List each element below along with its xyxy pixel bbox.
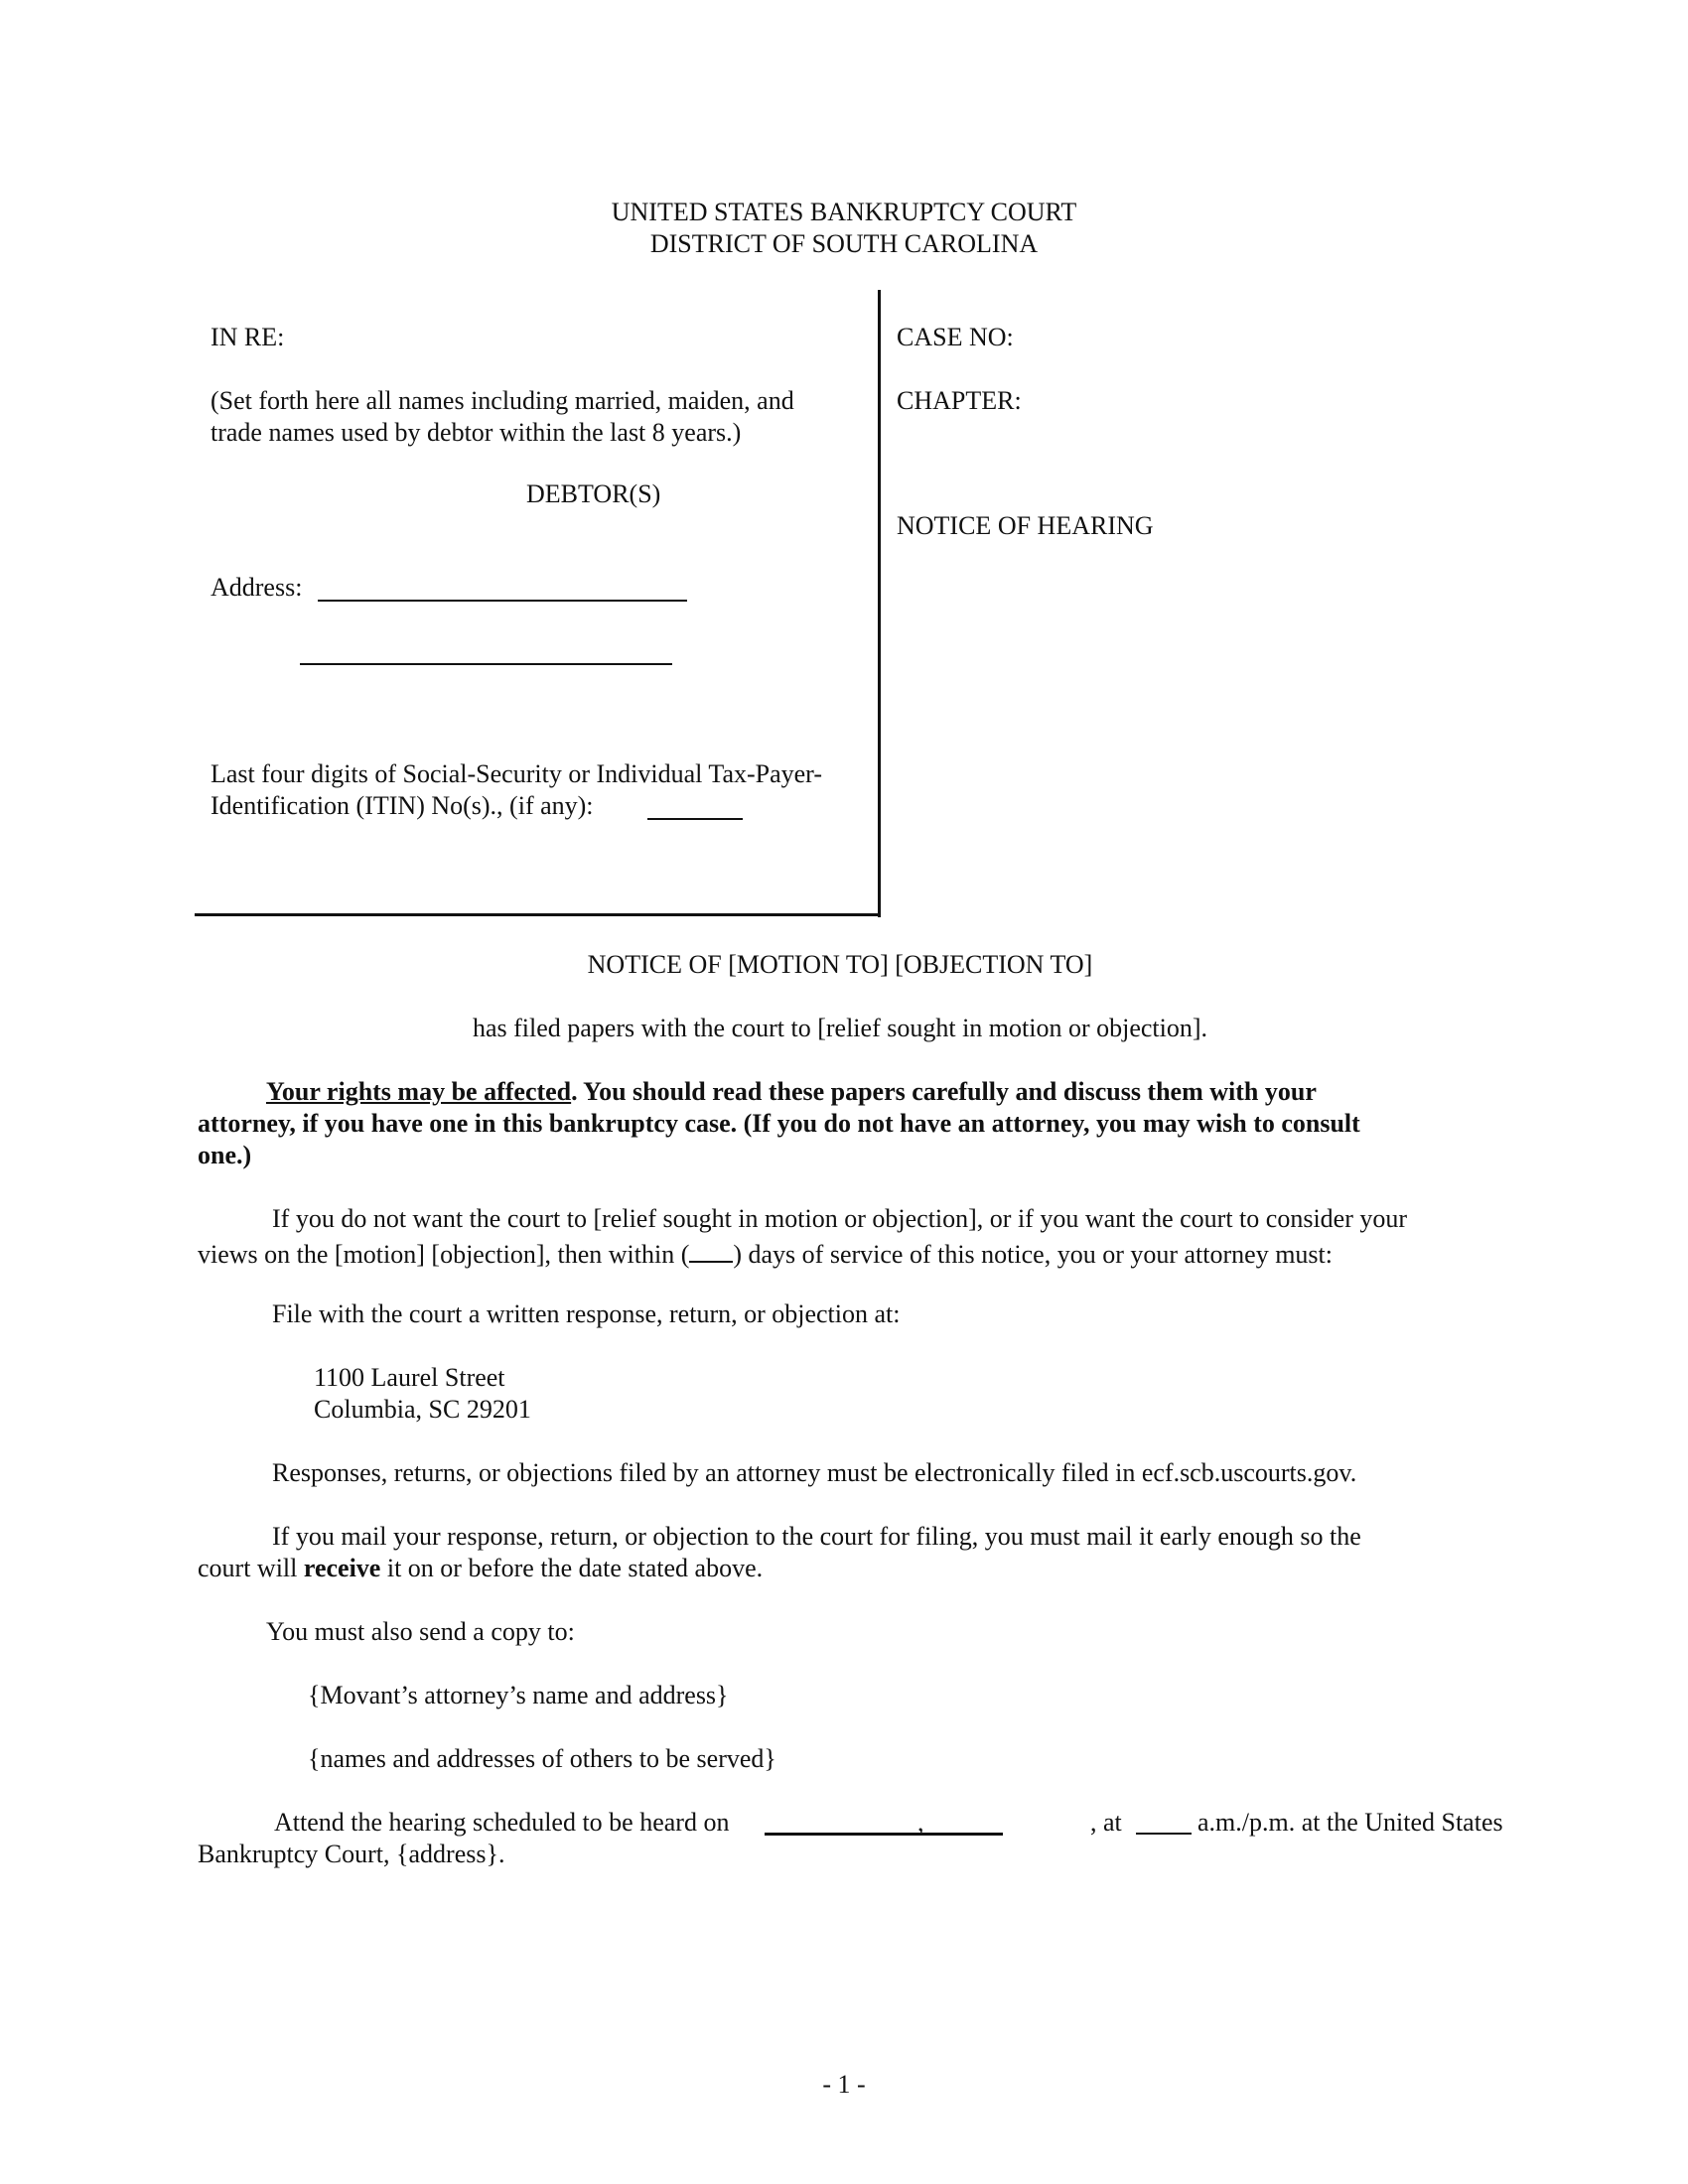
rights-underlined: Your rights may be affected	[266, 1077, 572, 1106]
attend-at-text: , at	[1090, 1808, 1122, 1837]
ssn-blank[interactable]	[647, 818, 743, 820]
case-no-label: CASE NO:	[897, 323, 1014, 351]
file-with-text: File with the court a written response, return, or objection at:	[272, 1299, 901, 1328]
court-name: UNITED STATES BANKRUPTCY COURT	[611, 198, 1077, 226]
court-address-line2: Columbia, SC 29201	[314, 1395, 531, 1424]
ssn-line2: Identification (ITIN) No(s)., (if any):	[211, 791, 594, 820]
caption-bottom-rule	[195, 913, 881, 916]
notice-title: NOTICE OF [MOTION TO] [OBJECTION TO]	[587, 950, 1093, 979]
mail-line2-a: court will	[198, 1554, 304, 1582]
electronic-filing-text: Responses, returns, or objections filed by an attorney must be electronically filed in ecf.scb.uscourts.gov.	[272, 1458, 1357, 1487]
notice-of-hearing-label: NOTICE OF HEARING	[897, 511, 1154, 540]
district-name: DISTRICT OF SOUTH CAROLINA	[649, 229, 1039, 258]
hearing-date-blank[interactable]	[765, 1833, 1003, 1836]
mail-line2	[198, 1553, 763, 1584]
send-copy-text: You must also send a copy to:	[266, 1617, 575, 1646]
in-re-label: IN RE:	[211, 323, 285, 351]
address-label: Address:	[211, 573, 303, 602]
rights-line1	[266, 1076, 1317, 1108]
attend-line2: Bankruptcy Court, {address}.	[198, 1840, 505, 1868]
names-note-line1: (Set forth here all names including married, maiden, and	[211, 386, 794, 415]
debtors-label: DEBTOR(S)	[526, 479, 661, 508]
if-you-line1: If you do not want the court to [relief sought in motion or objection], or if you want the court to consider your	[272, 1204, 1408, 1233]
rights-line3: one.)	[198, 1141, 252, 1169]
filed-papers-text: has filed papers with the court to [relief sought in motion or objection].	[472, 1014, 1208, 1042]
caption-vertical-rule	[878, 290, 881, 917]
days-blank[interactable]	[689, 1235, 733, 1263]
rights-line2: attorney, if you have one in this bankruptcy case. (If you do not have an attorney, you may wish to consult	[198, 1109, 1360, 1138]
address-line-1[interactable]	[318, 600, 687, 602]
page-number: - 1 -	[822, 2070, 866, 2099]
hearing-date-comma: ,	[917, 1808, 924, 1837]
if-you-line2-b: ) days of service of this notice, you or your attorney must:	[733, 1240, 1333, 1269]
court-address-line1: 1100 Laurel Street	[314, 1363, 505, 1392]
hearing-time-blank[interactable]	[1136, 1833, 1192, 1835]
attend-time-text: a.m./p.m. at the United States	[1197, 1808, 1503, 1837]
mail-line1: If you mail your response, return, or objection to the court for filing, you must mail it early enough so the	[272, 1522, 1361, 1551]
chapter-label: CHAPTER:	[897, 386, 1022, 415]
movant-attorney-text: {Movant’s attorney’s name and address}	[308, 1681, 729, 1709]
names-note-line2: trade names used by debtor within the last 8 years.)	[211, 418, 742, 447]
if-you-line2	[198, 1235, 1333, 1271]
others-served-text: {names and addresses of others to be served}	[308, 1744, 776, 1773]
if-you-line2-a: views on the [motion] [objection], then within (	[198, 1240, 690, 1269]
mail-receive-bold: receive	[303, 1554, 381, 1582]
rights-line1-rest: . You should read these papers carefully and discuss them with your	[571, 1077, 1317, 1106]
mail-line2-b: it on or before the date stated above.	[380, 1554, 764, 1582]
ssn-line1: Last four digits of Social-Security or Individual Tax-Payer-	[211, 759, 822, 788]
address-line-2[interactable]	[300, 663, 672, 665]
attend-text: Attend the hearing scheduled to be heard on	[274, 1808, 730, 1837]
